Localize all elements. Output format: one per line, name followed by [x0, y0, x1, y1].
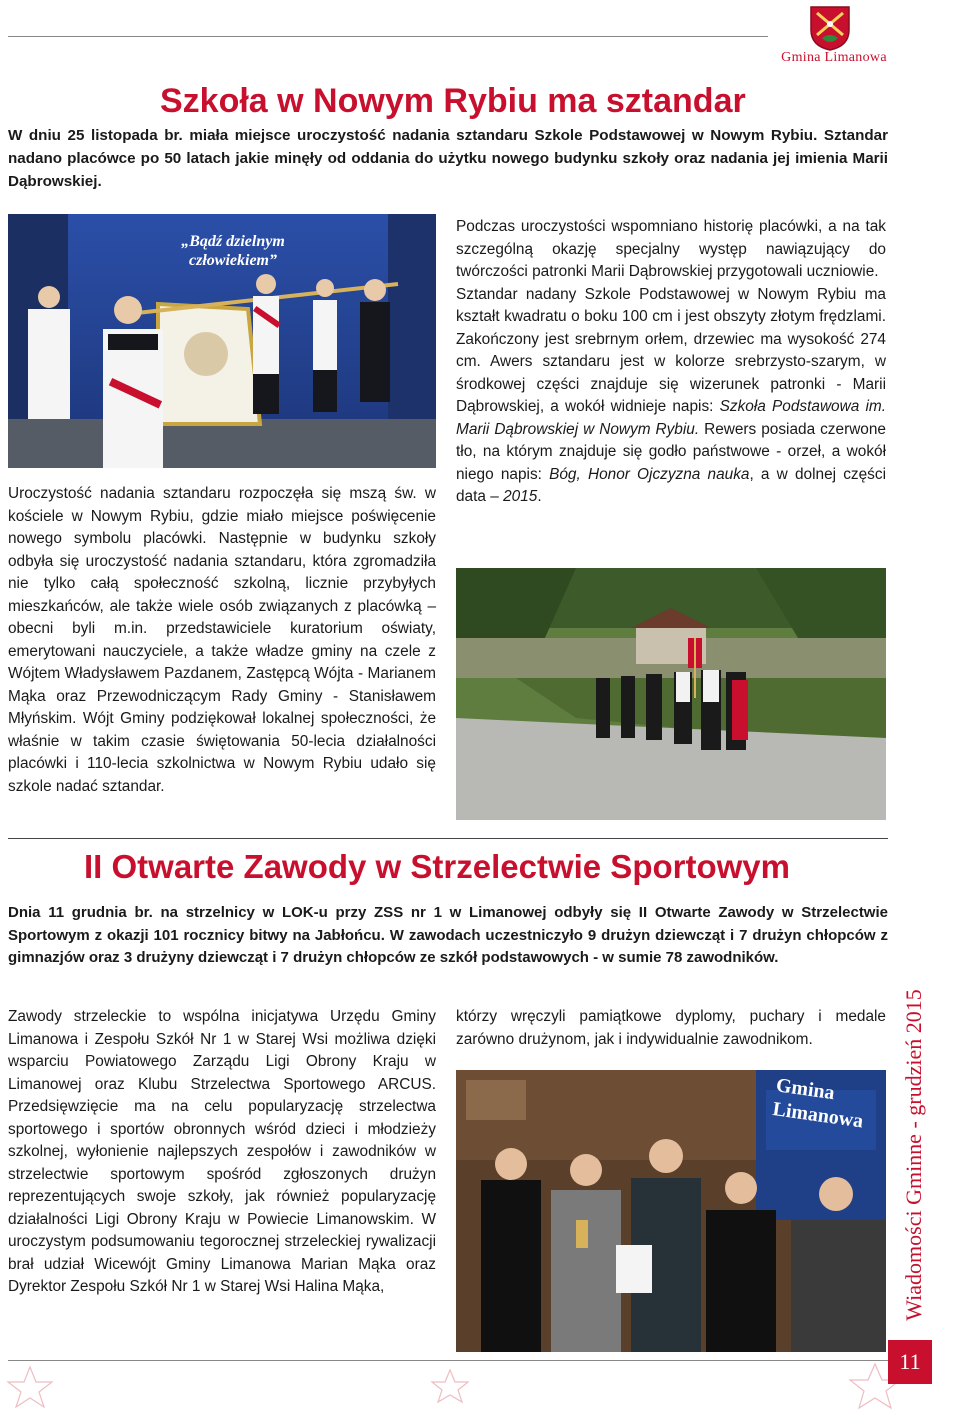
- article1-title: Szkoła w Nowym Rybiu ma sztandar: [160, 82, 746, 120]
- photo-banner-text: Gmina Limanowa: [771, 1074, 865, 1133]
- article1-right-column: [456, 216, 886, 509]
- article1-lead: W dniu 25 listopada br. miała miejsce uroczystość nadania sztandaru Szkole Podstawowej w Nowym Rybiu. Sztandar nadano placówce po 50 latach jakie minęły od oddania do użytku nowego budynku szkoły oraz nadania jej imienia Marii Dąbrowskiej.: [8, 127, 888, 190]
- article2-right-column: którzy wręczyli pamiątkowe dyplomy, puchary i medale zarówno drużynom, jak i indywidualnie zawodnikom.: [456, 1008, 886, 1048]
- star-decoration-icon: [0, 1362, 960, 1412]
- article1-right-paragraph-2: Sztandar nadany Szkole Podstawowej w Nowym Rybiu ma kształt kwadratu o boku 100 cm i jest obszyty złotym frędzlami. Zakończony jest srebrnym orłem, drzewiec ma wysokość 274 cm. Awers sztandaru jest w kolorze srebrzysto-szarym, w środkowej części znajduje się wizerunek patronki - Marii Dąbrowskiej, a wokół widnieje napis: Szkoła Podstawowa im. Marii Dąbrowskiej w Nowym Rybiu. Rewers posiada czerwone tło, na którym znajduje się godło państwowe - orzeł, a wokół niego napis: Bóg, Honor Ojczyzna nauka, a w dolnej części data – 2015.: [456, 285, 886, 505]
- coat-of-arms-icon: [808, 4, 852, 52]
- municipality-name: Gmina Limanowa: [781, 50, 887, 65]
- article2-title: II Otwarte Zawody w Strzelectwie Sportowym: [84, 848, 790, 885]
- photo-banner-slogan: „Bądź dzielnym człowiekiem”: [181, 233, 285, 269]
- article2-left-column: Zawody strzeleckie to wspólna inicjatywa Urzędu Gminy Limanowa i Zespołu Szkół Nr 1 w Starej Wsi możliwa dzięki wsparciu Powiatowego Zarządu Ligi Obrony Kraju w Limanowej oraz Klubu Strzelectwa Sportowego ARCUS. Przedsięwzięcie ma na celu popularyzację strzelectwa sportowego i sportów obronnych wśród dzieci i młodzieży szkolnej, wyłonienie najlepszych zespołów i zawodników w strzelectwie sportowym spośród zgłoszonych drużyn reprezentujących swoje szkoły, jak również popularyzację działalności Ligi Obrony Kraju w Powiecie Limanowskim. W uroczystym podsumowaniu tegorocznej strzeleckiej rywalizacji brał udział Wicewójt Gminy Limanowa Marian Mąka oraz Dyrektor Zespołu Szkół Nr 1 w Starej Wsi Halina Mąka,: [8, 1008, 436, 1295]
- procession-photo: [456, 568, 886, 820]
- footer-rule: [8, 1360, 888, 1361]
- article1-right-paragraph-1: Podczas uroczystości wspomniano historię placówki, a na tak szczególną okazję specjalny występ nawiązujący do twórczości patronki Marii Dąbrowskiej przygotowali uczniowie.: [456, 218, 886, 280]
- article1-left-column: Uroczystość nadania sztandaru rozpoczęła się mszą św. w kościele w Nowym Rybiu, gdzie miało miejsce poświęcenie nowego symbolu placówki. Następnie w budynku szkoły odbyła się uroczystość nadania sztandaru, która zgromadziła nie tylko całą społeczność szkolną, licznie przybyłych mieszkańców, ale także wiele osób związanych z placówką – obecni byli m.in. przedstawiciele kuratorium oświaty, emerytowani nauczyciele, a także władze gminy na czele z Wójtem Władysławem Pazdanem, Zastępcą Wójta - Marianem Mąka oraz Przewodniczącym Rady Gminy - Stanisławem Młyńskim. Wójt Gminy podziękował lokalnej społeczności, że właśnie w takim czasie świętowania 50-lecia działalności placówki i 110-lecia szkolnictwa w Nowym Rybiu udało się szkole nadać sztandar.: [8, 485, 436, 795]
- award-ceremony-photo: [456, 1070, 886, 1352]
- banner-ceremony-photo: [8, 214, 436, 468]
- publication-name: Wiadomości Gminne - grudzień 2015: [901, 989, 926, 1321]
- section-divider: [8, 838, 888, 839]
- page-number: 11: [888, 1340, 932, 1384]
- publication-sidebar: [884, 990, 944, 1320]
- article2-lead: Dnia 11 grudnia br. na strzelnicy w LOK-u przy ZSS nr 1 w Limanowej odbyły się II Otwarte Zawody w Strzelectwie Sportowym z okazji 101 rocznicy bitwy na Jabłońcu. W zawodach uczestniczyło 9 drużyn dziewcząt i 7 drużyn chłopców z gimnazjów oraz 3 drużyny dziewcząt i 7 drużyn chłopców ze szkół podstawowych - w sumie 78 zawodników.: [8, 904, 888, 966]
- header-rule: [8, 36, 768, 37]
